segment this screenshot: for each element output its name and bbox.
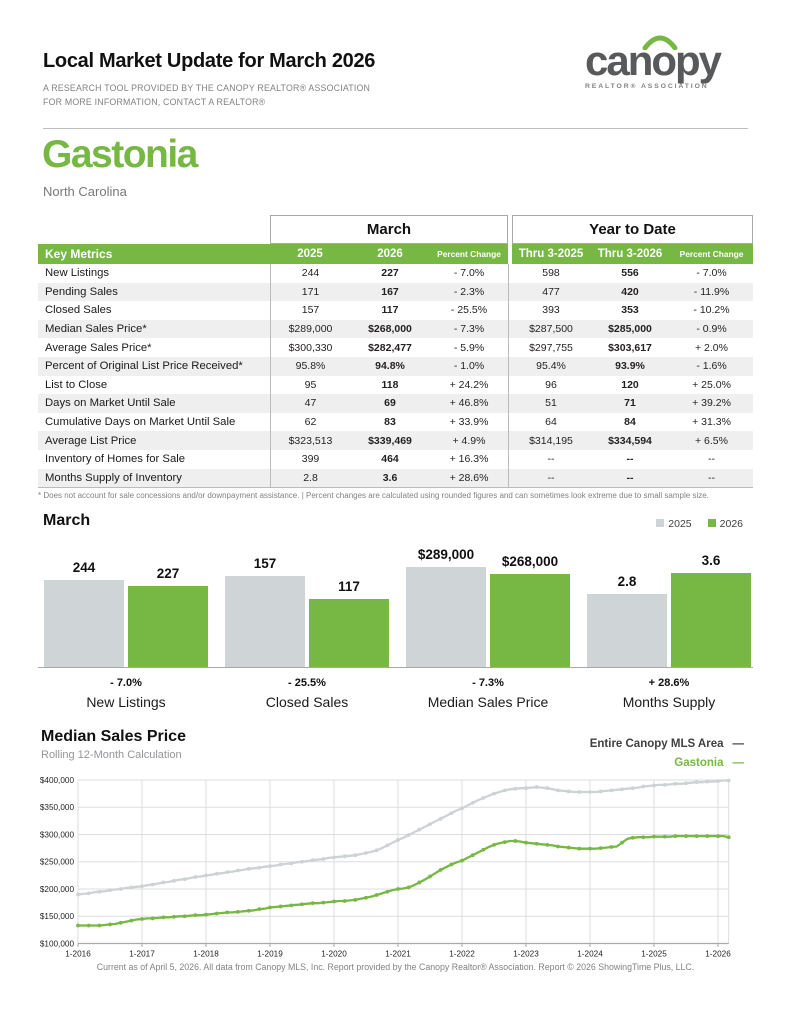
- metric-value: 84: [624, 416, 636, 429]
- report-footer: Current as of April 5, 2026. All data from Canopy MLS, Inc. Report provided by the Canopy Realtor® Association. Report © 2026 ShowingTime Plus, LLC.: [96, 962, 695, 972]
- metric-value: - 1.6%: [696, 360, 727, 373]
- bar-group: [225, 556, 389, 667]
- metric-value: $314,195: [529, 434, 573, 447]
- bar-2025: [587, 594, 667, 667]
- subtitle-line-1: A RESEARCH TOOL PROVIDED BY THE CANOPY REALTOR® ASSOCIATION: [43, 83, 371, 93]
- table-row: [38, 338, 753, 357]
- metric-value: $339,469: [368, 434, 412, 447]
- metric-value: $289,000: [270, 320, 350, 339]
- legend-item: [590, 735, 743, 754]
- metric-value: 83: [384, 416, 396, 429]
- x-axis-tick-label: 1-2020: [321, 949, 347, 959]
- bar-group: [44, 560, 208, 667]
- line-chart-header: [41, 728, 743, 769]
- y-axis-tick-label: $400,000: [39, 775, 74, 785]
- table-row: [38, 357, 753, 376]
- metric-value: + 2.0%: [695, 341, 728, 354]
- report-header: [43, 50, 563, 109]
- bar-group: [406, 547, 570, 667]
- metric-value: 420: [621, 285, 639, 298]
- table-row: [38, 264, 753, 283]
- metric-value: 120: [621, 378, 639, 391]
- table-row: [38, 413, 753, 432]
- category-label: New Listings: [86, 694, 166, 710]
- table-row: [38, 394, 753, 413]
- metric-name: Pending Sales: [45, 285, 118, 298]
- line-chart-title: Median Sales Price: [41, 728, 186, 745]
- subtitle-line-2: FOR MORE INFORMATION, CONTACT A REALTOR®: [43, 96, 266, 107]
- line-chart-legend: [590, 735, 743, 773]
- metric-value: - 7.0%: [453, 267, 485, 280]
- y-axis-tick-label: $150,000: [39, 912, 74, 922]
- bar-2026: [490, 574, 570, 667]
- group-header-year-to-date: Year to Date: [512, 215, 753, 244]
- x-axis-tick-label: 1-2018: [193, 949, 219, 959]
- metric-value: + 46.8%: [449, 397, 489, 410]
- key-metrics-label: Key Metrics: [45, 247, 113, 261]
- percent-change-label: - 25.5%: [288, 677, 326, 689]
- metric-value: $285,000: [608, 323, 652, 336]
- metric-name: Cumulative Days on Market Until Sale: [45, 416, 236, 429]
- metric-value: 598: [542, 267, 560, 280]
- metric-value: + 16.3%: [449, 453, 489, 466]
- bar-group-labels: [38, 668, 753, 710]
- metric-value: 47: [270, 394, 350, 413]
- metric-value: 556: [621, 267, 639, 280]
- metric-value: + 25.0%: [692, 378, 731, 391]
- percent-change-label: - 7.3%: [472, 677, 504, 689]
- table-body: [38, 264, 753, 487]
- table-footnote: * Does not account for sale concessions and/or downpayment assistance. | Percent changes are calculated using rounded figures and can sometimes look extreme due to small sample size.: [38, 491, 709, 500]
- key-metrics-table: [38, 215, 753, 488]
- bar-chart-legend: [656, 518, 743, 530]
- bar-column: [128, 566, 208, 667]
- metric-value: --: [626, 471, 634, 484]
- metric-name: Inventory of Homes for Sale: [45, 453, 186, 466]
- x-axis-tick-label: 1-2022: [449, 949, 475, 959]
- metric-value: 64: [545, 416, 557, 429]
- metric-value: $287,500: [529, 323, 573, 336]
- table-group-header-row: [38, 215, 753, 244]
- column-header: Percent Change: [679, 249, 744, 259]
- metric-value: $323,513: [270, 431, 350, 450]
- metric-value: 393: [542, 304, 560, 317]
- metric-value: $297,755: [529, 341, 573, 354]
- bar-column: [490, 554, 570, 667]
- table-row: [38, 283, 753, 302]
- metric-name: List to Close: [45, 378, 108, 391]
- x-axis-tick-label: 1-2025: [641, 949, 667, 959]
- legend-label: Entire Canopy MLS Area: [589, 738, 724, 750]
- metric-name: Average List Price: [45, 434, 137, 447]
- bar-column: [44, 560, 124, 667]
- metric-value: + 6.5%: [695, 434, 728, 447]
- bar-value-label: 157: [253, 556, 277, 571]
- legend-label: 2026: [719, 518, 743, 530]
- bar-column: [225, 556, 305, 667]
- canopy-tagline: REALTOR® ASSOCIATION: [585, 83, 709, 90]
- metric-value: 227: [381, 267, 399, 280]
- metric-value: + 39.2%: [692, 397, 731, 410]
- bar-column: [671, 553, 751, 667]
- group-header-march: March: [270, 215, 508, 244]
- canopy-arc-icon: [642, 33, 678, 50]
- metric-value: 94.8%: [375, 360, 405, 373]
- legend-item-2026: [708, 518, 743, 530]
- bar-column: [406, 547, 486, 667]
- metric-value: 93.9%: [615, 360, 645, 373]
- metric-value: - 7.0%: [696, 267, 727, 280]
- metric-value: 95: [270, 376, 350, 395]
- metric-value: - 0.9%: [696, 323, 727, 336]
- category-label: Median Sales Price: [427, 694, 549, 710]
- metric-value: + 24.2%: [449, 378, 489, 391]
- percent-change-label: - 7.0%: [110, 677, 142, 689]
- metric-value: $334,594: [608, 434, 652, 447]
- table-column-header-row: [38, 244, 753, 264]
- report-subtitle: [43, 82, 563, 109]
- metric-value: 477: [542, 285, 560, 298]
- median-sales-price-line-chart: [0, 770, 791, 966]
- metric-value: 69: [384, 397, 396, 410]
- bar-2025: [44, 580, 124, 667]
- legend-label: Gastonia: [674, 757, 724, 769]
- bar-2026: [309, 599, 389, 667]
- table-row: [38, 450, 753, 469]
- metric-value: 2.8: [270, 469, 350, 488]
- metric-value: 96: [545, 378, 557, 391]
- bar-group-label: [406, 668, 570, 710]
- metric-value: 95.4%: [536, 360, 566, 373]
- bar-column: [587, 574, 667, 667]
- metric-value: $303,617: [608, 341, 652, 354]
- legend-line-swatch: —: [732, 738, 743, 750]
- bar-value-label: $268,000: [501, 554, 559, 569]
- bar-value-label: 2.8: [617, 574, 637, 589]
- metric-value: + 4.9%: [452, 434, 486, 447]
- bar-chart-title: March: [43, 512, 91, 529]
- metric-value: - 5.9%: [453, 341, 485, 354]
- metric-value: + 33.9%: [449, 416, 489, 429]
- metric-value: - 10.2%: [693, 304, 730, 317]
- metric-value: 399: [270, 450, 350, 469]
- metric-value: 117: [381, 304, 399, 317]
- column-header: Percent Change: [437, 249, 501, 259]
- x-axis-tick-label: 1-2021: [385, 949, 411, 959]
- metric-value: - 25.5%: [450, 304, 488, 317]
- bar-group-label: [587, 668, 751, 710]
- y-axis-tick-label: $100,000: [39, 939, 74, 949]
- metric-value: 71: [624, 397, 636, 410]
- metric-value: + 28.6%: [449, 471, 489, 484]
- x-axis-tick-label: 1-2019: [257, 949, 283, 959]
- legend-swatch: [656, 519, 664, 527]
- line-chart-subtitle: Rolling 12-Month Calculation: [41, 749, 182, 761]
- metric-value: + 31.3%: [692, 416, 731, 429]
- metric-value: 3.6: [382, 471, 398, 484]
- x-axis-tick-label: 1-2024: [577, 949, 603, 959]
- metric-value: 51: [545, 397, 557, 410]
- bar-chart-header: [43, 512, 743, 530]
- metric-name: Closed Sales: [45, 304, 112, 317]
- table-row: [38, 469, 753, 488]
- column-header: Thru 3-2025: [518, 248, 584, 260]
- header-divider: [43, 128, 748, 129]
- metric-value: 95.8%: [270, 357, 350, 376]
- category-label: Months Supply: [622, 694, 716, 710]
- y-axis-tick-label: $350,000: [39, 803, 74, 813]
- metric-name: Months Supply of Inventory: [45, 471, 182, 484]
- metric-value: --: [547, 471, 555, 484]
- x-axis-tick-label: 1-2016: [65, 949, 91, 959]
- table-row: [38, 320, 753, 339]
- bar-2026: [671, 573, 751, 667]
- bar-value-label: 3.6: [701, 553, 721, 568]
- metric-value: 157: [270, 301, 350, 320]
- metric-value: --: [708, 471, 715, 484]
- metric-value: 118: [381, 378, 399, 391]
- metric-value: $300,330: [270, 338, 350, 357]
- metric-value: $282,477: [368, 341, 412, 354]
- column-header: 2026: [377, 248, 403, 260]
- metric-value: --: [626, 453, 634, 466]
- table-row: [38, 301, 753, 320]
- state-label: North Carolina: [43, 184, 127, 199]
- canopy-logo: [585, 37, 745, 90]
- bar-value-label: 244: [72, 560, 96, 575]
- metric-name: Median Sales Price*: [45, 323, 147, 336]
- metric-value: $268,000: [368, 323, 412, 336]
- column-header: 2025: [297, 248, 323, 260]
- metric-value: --: [708, 453, 715, 466]
- bar-2025: [406, 567, 486, 667]
- bar-value-label: 227: [156, 566, 180, 581]
- metric-value: 244: [270, 264, 350, 283]
- bar-value-label: 117: [338, 579, 360, 594]
- bar-group-label: [44, 668, 208, 710]
- bar-groups: [38, 543, 753, 668]
- metric-name: Days on Market Until Sale: [45, 397, 176, 410]
- metric-value: - 1.0%: [453, 360, 485, 373]
- legend-label: 2025: [668, 518, 692, 530]
- metric-name: Average Sales Price*: [45, 341, 152, 354]
- bar-column: [309, 579, 389, 667]
- table-row: [38, 376, 753, 395]
- bar-value-label: $289,000: [417, 547, 475, 562]
- column-header: Thru 3-2026: [597, 248, 663, 260]
- legend-line-swatch: —: [732, 757, 743, 769]
- y-axis-tick-label: $250,000: [39, 857, 74, 867]
- bar-2026: [128, 586, 208, 667]
- metric-value: 167: [381, 285, 399, 298]
- bar-group-label: [225, 668, 389, 710]
- metric-value: 464: [381, 453, 399, 466]
- metric-value: 171: [270, 283, 350, 302]
- march-bar-chart: [38, 543, 753, 710]
- page-title: Local Market Update for March 2026: [43, 50, 376, 72]
- x-axis-tick-label: 1-2023: [513, 949, 539, 959]
- percent-change-label: + 28.6%: [648, 677, 690, 689]
- table-row: [38, 431, 753, 450]
- bar-2025: [225, 576, 305, 667]
- metric-name: New Listings: [45, 267, 110, 280]
- metric-name: Percent of Original List Price Received*: [45, 360, 243, 373]
- metric-value: 62: [270, 413, 350, 432]
- y-axis-tick-label: $200,000: [39, 884, 74, 894]
- legend-swatch: [708, 519, 716, 527]
- category-label: Closed Sales: [265, 694, 349, 710]
- city-title: Gastonia: [42, 133, 197, 176]
- metric-value: - 11.9%: [693, 285, 730, 298]
- metric-value: 353: [621, 304, 639, 317]
- x-axis-tick-label: 1-2026: [705, 949, 731, 959]
- metric-value: --: [547, 453, 555, 466]
- metric-value: - 2.3%: [453, 285, 485, 298]
- metric-value: - 7.3%: [453, 323, 485, 336]
- canopy-wordmark: canopy: [585, 37, 721, 84]
- x-axis-tick-label: 1-2017: [129, 949, 155, 959]
- legend-item-2025: [656, 518, 691, 530]
- bar-group: [587, 553, 751, 667]
- y-axis-tick-label: $300,000: [39, 830, 74, 840]
